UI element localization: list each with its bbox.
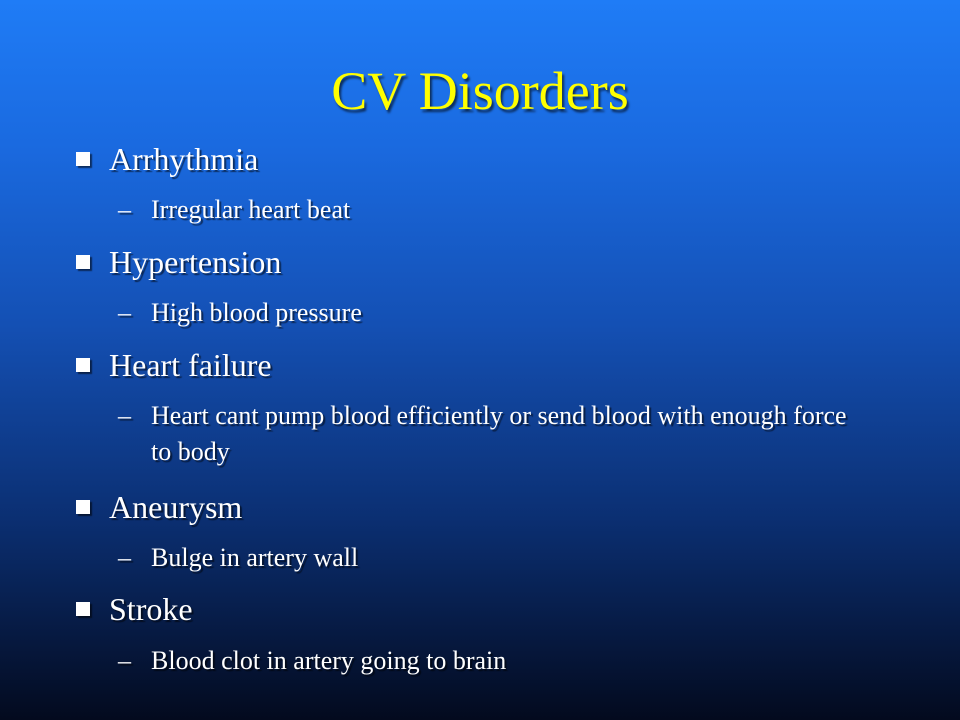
square-bullet-icon (76, 602, 90, 616)
bullet-item (76, 342, 876, 388)
bullet-item (76, 484, 876, 530)
sub-bullet-text: Heart cant pump blood efficiently or send blood with enough force to body (151, 401, 847, 466)
square-bullet-icon (76, 152, 90, 166)
sub-bullet-text: Bulge in artery wall (151, 543, 359, 572)
bullet-label: Aneurysm (109, 489, 243, 525)
bullet-label: Arrhythmia (109, 141, 259, 177)
square-bullet-icon (76, 255, 90, 269)
bullet-label: Heart failure (109, 347, 272, 383)
bullet-item (76, 239, 876, 285)
dash-icon: – (118, 298, 131, 327)
dash-icon: – (118, 401, 131, 430)
dash-icon: – (118, 543, 131, 572)
dash-icon: – (118, 646, 131, 675)
slide-title: CV Disorders (331, 61, 629, 121)
sub-bullet-text: High blood pressure (151, 298, 362, 327)
bullet-label: Hypertension (109, 244, 282, 280)
sub-bullet-text: Blood clot in artery going to brain (151, 646, 507, 675)
bullet-label: Stroke (109, 591, 193, 627)
square-bullet-icon (76, 500, 90, 514)
dash-icon: – (118, 195, 131, 224)
sub-bullet-text: Irregular heart beat (151, 195, 351, 224)
bullet-item (76, 136, 876, 182)
bullet-item (76, 586, 876, 632)
square-bullet-icon (76, 358, 90, 372)
